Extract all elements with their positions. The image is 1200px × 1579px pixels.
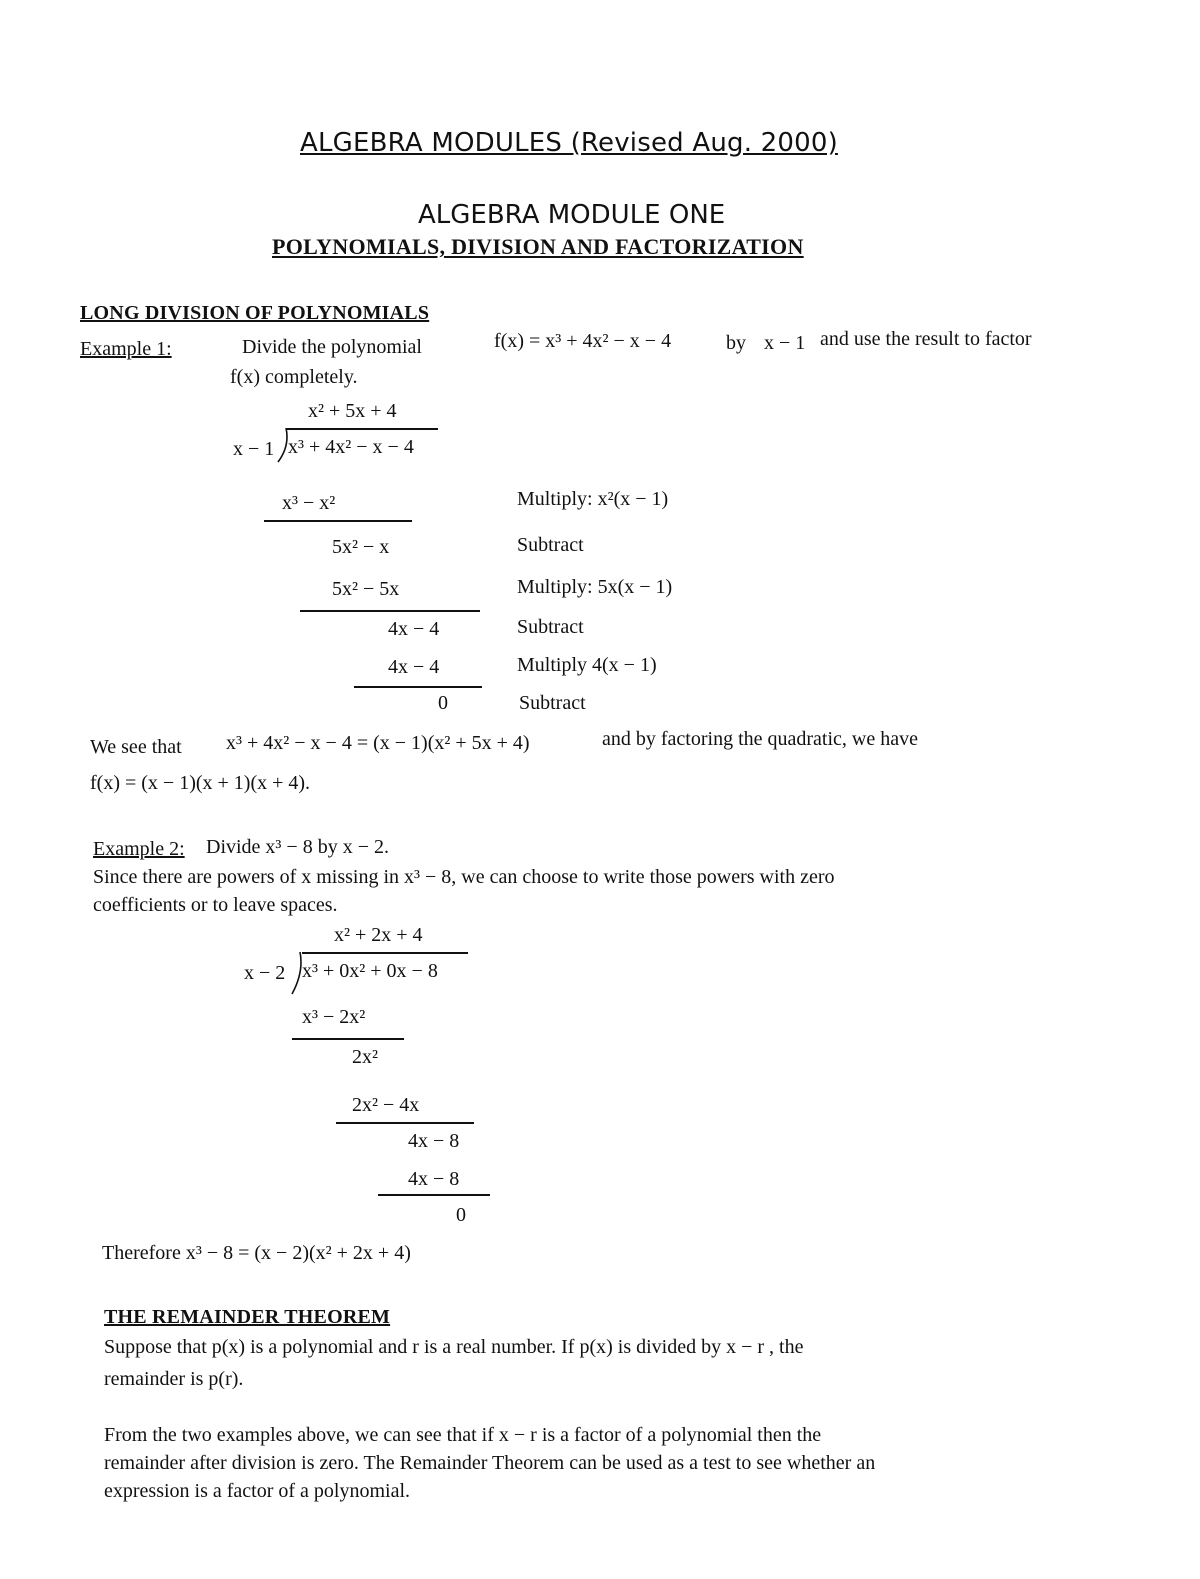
example1-step6: 0 — [438, 692, 448, 714]
example1-text3: f(x) completely. — [230, 366, 358, 388]
example1-step4: 4x − 4 — [388, 618, 440, 640]
example1-note2: Subtract — [517, 534, 584, 556]
remainder-paragraph-line1: From the two examples above, we can see that if x − r is a factor of a polynomial then the — [104, 1424, 822, 1446]
example2-conclusion: Therefore x³ − 8 = (x − 2)(x² + 2x + 4) — [102, 1242, 411, 1264]
division-bar — [302, 952, 468, 954]
document-title: ALGEBRA MODULES (Revised Aug. 2000) — [300, 128, 838, 158]
example1-dividend: x³ + 4x² − x − 4 — [288, 436, 414, 458]
example1-note5: Multiply 4(x − 1) — [517, 654, 657, 676]
example2-step3: 2x² − 4x — [352, 1094, 420, 1116]
division-bar — [286, 428, 438, 430]
subtract-line — [300, 610, 480, 612]
module-subtitle: POLYNOMIALS, DIVISION AND FACTORIZATION — [272, 234, 804, 259]
example1-divisor: x − 1 — [233, 438, 275, 460]
example2-step2: 2x² — [352, 1046, 378, 1068]
example2-step6: 0 — [456, 1204, 466, 1226]
example2-text3: coefficients or to leave spaces. — [93, 894, 338, 916]
subtract-line — [292, 1038, 404, 1040]
example1-label: Example 1: — [80, 338, 172, 360]
example1-step2: 5x² − x — [332, 536, 390, 558]
example1-conclusion-tail: and by factoring the quadratic, we have — [602, 728, 918, 750]
example1-note6: Subtract — [519, 692, 586, 714]
example2-divisor: x − 2 — [244, 962, 286, 984]
example1-note4: Subtract — [517, 616, 584, 638]
example2-dividend: x³ + 0x² + 0x − 8 — [302, 960, 438, 982]
remainder-paragraph-line2: remainder after division is zero. The Remainder Theorem can be used as a test to see whether an — [104, 1452, 876, 1474]
example2-step4: 4x − 8 — [408, 1130, 460, 1152]
example2-quotient: x² + 2x + 4 — [334, 924, 423, 946]
example1-conclusion-lead: We see that — [90, 736, 182, 758]
example1-divisor-text: x − 1 — [764, 332, 806, 354]
example1-step1: x³ − x² — [282, 492, 336, 514]
example1-fx: f(x) = x³ + 4x² − x − 4 — [494, 330, 672, 352]
example1-quotient: x² + 5x + 4 — [308, 400, 397, 422]
example1-note3: Multiply: 5x(x − 1) — [517, 576, 673, 598]
example1-conclusion-equation: x³ + 4x² − x − 4 = (x − 1)(x² + 5x + 4) — [226, 732, 530, 754]
example1-by: by — [726, 332, 746, 354]
subtract-line — [336, 1122, 474, 1124]
remainder-paragraph-line3: expression is a factor of a polynomial. — [104, 1480, 411, 1502]
subtract-line — [378, 1194, 490, 1196]
example1-conclusion-factored: f(x) = (x − 1)(x + 1)(x + 4). — [90, 772, 311, 794]
example1-note1: Multiply: x²(x − 1) — [517, 488, 669, 510]
remainder-theorem-line2: remainder is p(r). — [104, 1368, 244, 1390]
example1-text2: and use the result to factor — [820, 328, 1032, 350]
subtract-line — [264, 520, 412, 522]
example2-label: Example 2: — [93, 838, 185, 860]
module-title: ALGEBRA MODULE ONE — [418, 200, 726, 230]
example2-text2: Since there are powers of x missing in x³ − 8, we can choose to write those powers with zero — [93, 866, 835, 888]
section-heading-remainder-theorem: THE REMAINDER THEOREM — [104, 1306, 391, 1328]
section-heading-long-division: LONG DIVISION OF POLYNOMIALS — [80, 302, 430, 324]
example2-step5: 4x − 8 — [408, 1168, 460, 1190]
example1-step5: 4x − 4 — [388, 656, 440, 678]
example2-step1: x³ − 2x² — [302, 1006, 366, 1028]
subtract-line — [354, 686, 482, 688]
remainder-theorem-line1: Suppose that p(x) is a polynomial and r is a real number. If p(x) is divided by x − r , the — [104, 1336, 804, 1358]
example1-step3: 5x² − 5x — [332, 578, 400, 600]
example2-text1: Divide x³ − 8 by x − 2. — [206, 836, 389, 858]
example1-text1: Divide the polynomial — [242, 336, 422, 358]
